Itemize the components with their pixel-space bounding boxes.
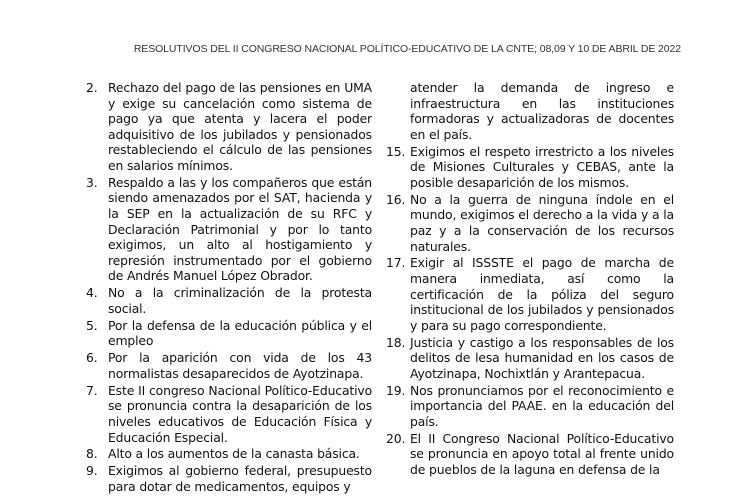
item-text: Alto a los aumentos de la canasta básica. [108, 446, 360, 462]
item-text: Nos pronunciamos por el reconocimiento e importancia del PAAE. en la educación del país. [410, 382, 674, 429]
item-number: 5. [86, 317, 98, 333]
item-number: 6. [86, 350, 98, 366]
resolutions-list-right [388, 144, 674, 478]
item-number: 16. [386, 191, 406, 207]
item-text: Respaldo a las y los compañeros que están siendo amenazados por el SAT, hacienda y la SEP en la actualización de su RFC y Declaración Patrimonial y por lo tanto exigimos, un alto al hostigamiento y represión instrumentado por el gobierno de Andrés Manuel López Obrador. [108, 174, 372, 284]
list-item [86, 80, 372, 174]
list-item [388, 255, 674, 333]
item-number: 3. [86, 174, 98, 190]
item-text: Justicia y castigo a los responsables de los delitos de lesa humanidad en los casos de Ayotzinapa, Nochixtlán y Arantepacua. [410, 334, 674, 381]
list-item [388, 431, 674, 478]
item-number: 2. [86, 80, 98, 95]
item-text: Rechazo del pago de las pensiones en UMA y exige su cancelación como sistema de pago ya que atenta y lacera el poder adquisitivo de los jubilados y pensionados restableciendo el cálculo de las pensiones en salarios mínimos. [108, 80, 372, 173]
item-text: Este II congreso Nacional Político-Educativo se pronuncia contra la desaparición de los niveles educativos de Educación Física y Educación Especial. [108, 382, 372, 445]
list-item [388, 144, 674, 191]
resolutions-list-left [86, 80, 372, 495]
item-text: No a la guerra de ninguna índole en el mundo, exigimos el derecho a la vida y a la paz y a la conservación de los recursos naturales. [410, 191, 674, 254]
document-header: RESOLUTIVOS DEL II CONGRESO NACIONAL POLÍTICO-EDUCATIVO DE LA CNTE; 08,09 Y 10 DE ABRIL DE 2022 [133, 43, 681, 55]
item-text: El II Congreso Nacional Político-Educativo se pronuncia en apoyo total al frente unido de pueblos de la laguna en defensa de la [410, 430, 674, 478]
item-number: 20. [386, 430, 406, 446]
item-number: 9. [86, 463, 98, 479]
item-number: 4. [86, 285, 98, 301]
list-item [86, 446, 372, 462]
item-number: 15. [386, 143, 406, 159]
list-item [86, 463, 372, 494]
list-item [388, 192, 674, 254]
item-text: Por la aparición con vida de los 43 normalistas desaparecidos de Ayotzinapa. [108, 350, 372, 381]
list-item [86, 175, 372, 284]
item-text: No a la criminalización de la protesta social. [108, 285, 372, 316]
left-column [86, 80, 372, 496]
item-number: 18. [386, 334, 406, 350]
item-text: Exigir al ISSSTE el pago de marcha de manera inmediata, así como la certificación de la póliza del seguro institucional de los jubilados y pensionados y para su pago correspondiente. [410, 255, 674, 333]
right-column [388, 80, 674, 479]
item-text: Exigimos el respeto irrestricto a los niveles de Misiones Culturales y CEBAS, ante la posible desaparición de los mismos. [410, 143, 674, 190]
list-item [86, 383, 372, 445]
item-text: Por la defensa de la educación pública y el empleo [108, 317, 372, 349]
list-item [86, 318, 372, 349]
list-item [388, 383, 674, 430]
item-number: 17. [386, 255, 406, 271]
item-number: 19. [386, 382, 406, 398]
list-item [86, 350, 372, 381]
item-number: 7. [86, 382, 98, 398]
continued-text: atender la demanda de ingreso e infraestructura en las instituciones formadoras y actualizadoras de docentes en el país. [410, 80, 674, 142]
item-text: Exigimos al gobierno federal, presupuesto para dotar de medicamentos, equipos y [108, 463, 372, 494]
list-item [388, 335, 674, 382]
item-number: 8. [86, 446, 98, 462]
list-item [86, 285, 372, 316]
